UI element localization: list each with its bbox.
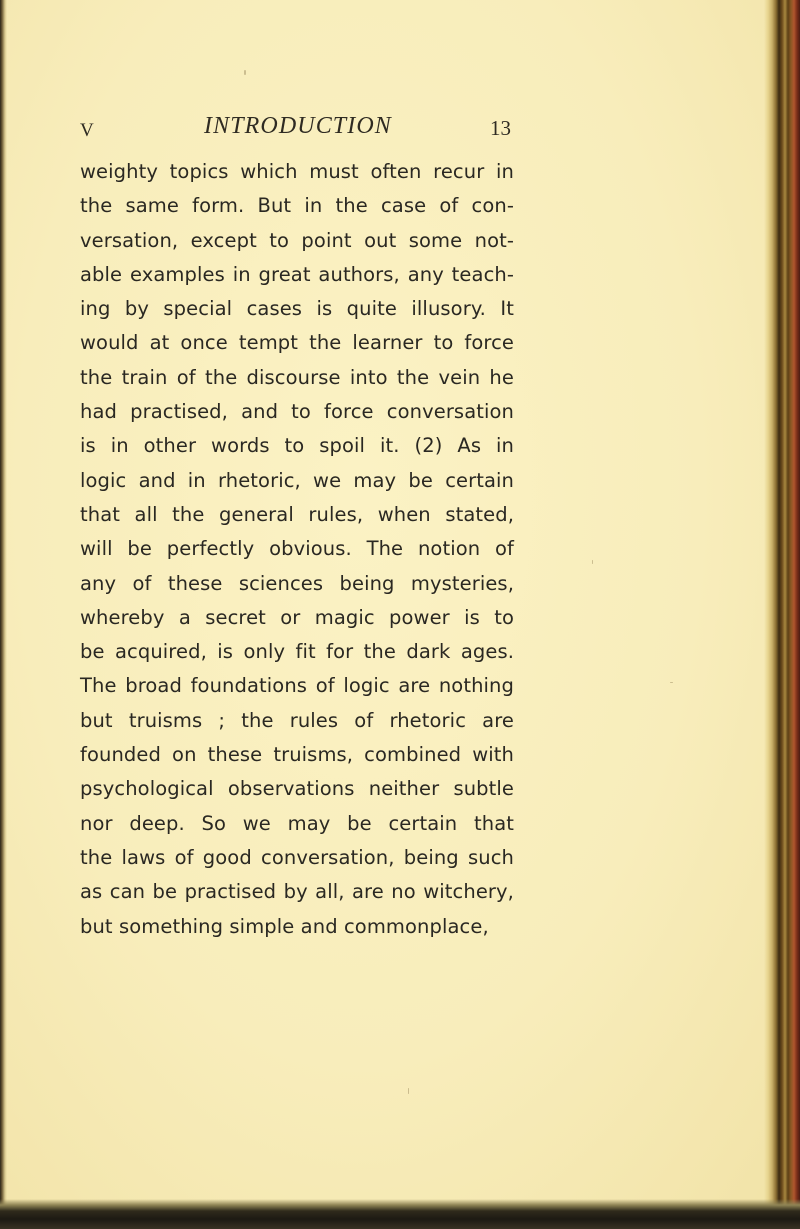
paper-speck (592, 560, 593, 564)
text-line: ing by special cases is quite illusory. It (80, 297, 514, 321)
paper-speck (244, 70, 246, 75)
text-line: will be perfectly obvious. The notion of (80, 537, 514, 561)
text-line: that all the general rules, when stated, (80, 502, 514, 526)
book-binding-edge (764, 0, 800, 1229)
text-line: the laws of good conversation, being such (80, 845, 514, 869)
body-text (80, 155, 514, 944)
text-line: be acquired, is only fit for the dark ages. (80, 640, 514, 664)
paper-speck (408, 1088, 409, 1094)
text-line: as can be practised by all, are no witchery, (80, 880, 514, 904)
running-head (80, 113, 511, 143)
text-line: had practised, and to force conversation (80, 400, 514, 424)
text-line: but truisms ; the rules of rhetoric are (80, 708, 514, 732)
text-line: weighty topics which must often recur in (80, 160, 514, 183)
text-line: any of these sciences being mysteries, (80, 571, 514, 595)
text-line: the train of the discourse into the vein he (80, 365, 514, 389)
chapter-number: V (80, 120, 94, 141)
paper-speck (670, 682, 673, 683)
text-line: is in other words to spoil it. (2) As in (80, 434, 514, 458)
page-number: 13 (490, 116, 511, 140)
text-line: psychological observations neither subtle (80, 777, 514, 801)
text-line: but something simple and commonplace, (80, 914, 489, 938)
text-line: The broad foundations of logic are nothing (80, 674, 514, 698)
running-title: INTRODUCTION (204, 113, 392, 139)
text-line: whereby a secret or magic power is to (80, 605, 514, 629)
page-bottom-shadow (0, 1199, 800, 1229)
text-line: versation, except to point out some not- (80, 228, 514, 252)
text-line: nor deep. So we may be certain that (80, 811, 514, 835)
text-line: founded on these truisms, combined with (80, 743, 514, 767)
text-line: logic and in rhetoric, we may be certain (80, 468, 514, 492)
text-line: the same form. But in the case of con- (80, 194, 514, 218)
text-line: would at once tempt the learner to force (80, 331, 514, 355)
page-gutter-edge (0, 0, 7, 1229)
text-line: able examples in great authors, any teach- (80, 262, 514, 286)
